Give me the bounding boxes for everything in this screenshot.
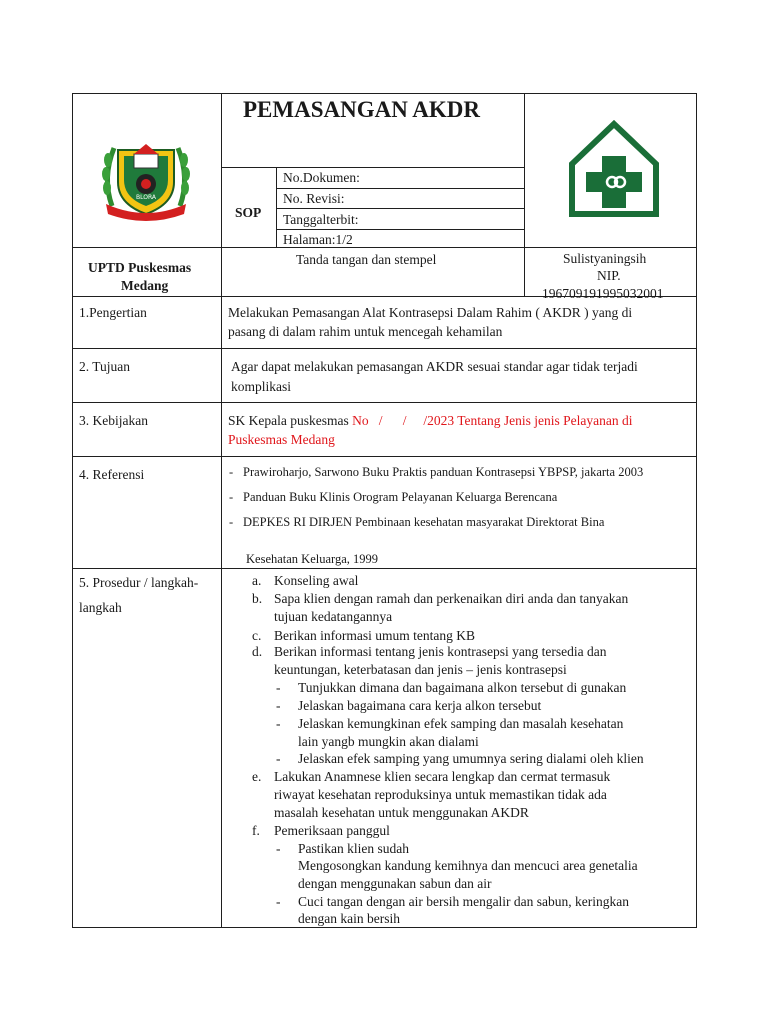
divider-docfield-2 (276, 208, 525, 209)
referensi-dash-3: - (229, 515, 234, 529)
signer-nip: 196709191995032001 (542, 286, 664, 301)
step-d-sub3-line1: Jelaskan kemungkinan efek samping dan masalah kesehatan (298, 716, 624, 731)
doc-field-page: Halaman:1/2 (283, 232, 353, 247)
divider-sop (276, 167, 277, 247)
step-d-sub4-dash: - (276, 751, 281, 766)
step-f: Pemeriksaan panggul (274, 823, 390, 838)
divider-docfield-3 (276, 229, 525, 230)
divider-docfield-1 (276, 188, 525, 189)
sop-label: SOP (235, 205, 262, 220)
step-c-marker: c. (252, 628, 262, 643)
step-d-sub4: Jelaskan efek samping yang umumnya sering dialami oleh klien (298, 751, 644, 766)
table-border-left (72, 93, 73, 928)
label-referensi: 4. Referensi (79, 467, 145, 482)
step-f-sub2-dash: - (276, 894, 281, 909)
label-kebijakan: 3. Kebijakan (79, 413, 148, 428)
divider-col1 (221, 93, 222, 928)
tujuan-line1: Agar dapat melakukan pemasangan AKDR sesuai standar agar tidak terjadi (231, 359, 638, 374)
step-b-line1: Sapa klien dengan ramah dan perkenaikan diri anda dan tanyakan (274, 591, 629, 606)
puskesmas-logo (568, 120, 660, 218)
divider-header-bottom (72, 247, 697, 248)
step-d-sub2: Jelaskan bagaimana cara kerja alkon tersebut (298, 698, 542, 713)
kebijakan-line2: Puskesmas Medang (228, 432, 335, 447)
step-d-sub3-line2: lain yangb mungkin akan dialami (298, 734, 479, 749)
step-d-sub1: Tunjukkan dimana dan bagaimana alkon tersebut di gunakan (298, 680, 627, 695)
step-d-line1: Berikan informasi tentang jenis kontrasepsi yang tersedia dan (274, 644, 607, 659)
referensi-item-2: Panduan Buku Klinis Orogram Pelayanan Keluarga Berencana (243, 490, 558, 504)
referensi-dash-2: - (229, 490, 234, 504)
tujuan-line2: komplikasi (231, 379, 291, 394)
signature-label: Tanda tangan dan stempel (296, 252, 437, 267)
signer-name: Sulistyaningsih (563, 251, 647, 266)
step-f-sub1-dash: - (276, 841, 281, 856)
step-f-sub1-line3: dengan menggunakan sabun dan air (298, 876, 492, 891)
step-d-sub3-dash: - (276, 716, 281, 731)
step-b-marker: b. (252, 591, 263, 606)
label-prosedur-line1: 5. Prosedur / langkah- (79, 575, 199, 590)
table-border-top (72, 93, 697, 94)
step-d-line2: keuntungan, keterbatasan dan jenis – jenis kontrasepsi (274, 662, 567, 677)
pengertian-line1: Melakukan Pemasangan Alat Kontrasepsi Dalam Rahim ( AKDR ) yang di (228, 305, 633, 320)
step-e-line3: masalah kesehatan untuk menggunakan AKDR (274, 805, 529, 820)
step-f-sub1-line1: Pastikan klien sudah (298, 841, 409, 856)
signer-nip-label: NIP. (597, 268, 621, 283)
kebijakan-sk-number: No / / /2023 Tentang Jenis jenis Pelayanan di (352, 413, 633, 428)
doc-field-revision: No. Revisi: (283, 191, 345, 206)
step-f-sub1-line2: Mengosongkan kandung kemihnya dan mencuci area genetalia (298, 858, 638, 873)
step-c: Berikan informasi umum tentang KB (274, 628, 475, 643)
doc-field-number: No.Dokumen: (283, 170, 360, 185)
step-d-sub2-dash: - (276, 698, 281, 713)
divider-row-1 (72, 348, 697, 349)
step-d-marker: d. (252, 644, 263, 659)
regency-logo (98, 130, 194, 226)
table-border-bottom (72, 927, 697, 928)
label-pengertian: 1.Pengertian (79, 305, 147, 320)
divider-row-3 (72, 456, 697, 457)
divider-title-bottom (221, 167, 525, 168)
org-name-line2: Medang (121, 278, 169, 293)
referensi-item-3: DEPKES RI DIRJEN Pembinaan kesehatan masyarakat Direktorat Bina (243, 515, 605, 529)
pengertian-line2: pasang di dalam rahim untuk mencegah kehamilan (228, 324, 503, 339)
step-e-line2: riwayat kesehatan reproduksinya untuk memastikan tidak ada (274, 787, 607, 802)
referensi-trailing: Kesehatan Keluarga, 1999 (246, 552, 379, 566)
label-prosedur-line2: langkah (79, 600, 122, 615)
referensi-dash-1: - (229, 465, 234, 479)
logo-label-blora: BLORA (136, 194, 156, 201)
referensi-item-1: Prawiroharjo, Sarwono Buku Praktis panduan Kontrasepsi YBPSP, jakarta 2003 (243, 465, 644, 479)
label-tujuan: 2. Tujuan (79, 359, 131, 374)
table-border-right (696, 93, 697, 928)
doc-field-issue-date: Tanggalterbit: (283, 212, 359, 227)
step-a: Konseling awal (274, 573, 359, 588)
step-f-sub2-line1: Cuci tangan dengan air bersih mengalir dan sabun, keringkan (298, 894, 630, 909)
step-e-line1: Lakukan Anamnese klien secara lengkap dan cermat termasuk (274, 769, 611, 784)
step-b-line2: tujuan kedatangannya (274, 609, 393, 624)
step-d-sub1-dash: - (276, 680, 281, 695)
divider-row-2 (72, 402, 697, 403)
step-a-marker: a. (252, 573, 262, 588)
divider-row-4 (72, 568, 697, 569)
document-title: PEMASANGAN AKDR (243, 97, 481, 122)
kebijakan-prefix: SK Kepala puskesmas (228, 413, 353, 428)
kebijakan-line1 (228, 412, 633, 429)
step-f-marker: f. (252, 823, 260, 838)
step-f-sub2-line2: dengan kain bersih (298, 911, 400, 926)
step-e-marker: e. (252, 769, 262, 784)
divider-col-right (524, 93, 525, 296)
org-name-line1: UPTD Puskesmas (88, 260, 192, 275)
